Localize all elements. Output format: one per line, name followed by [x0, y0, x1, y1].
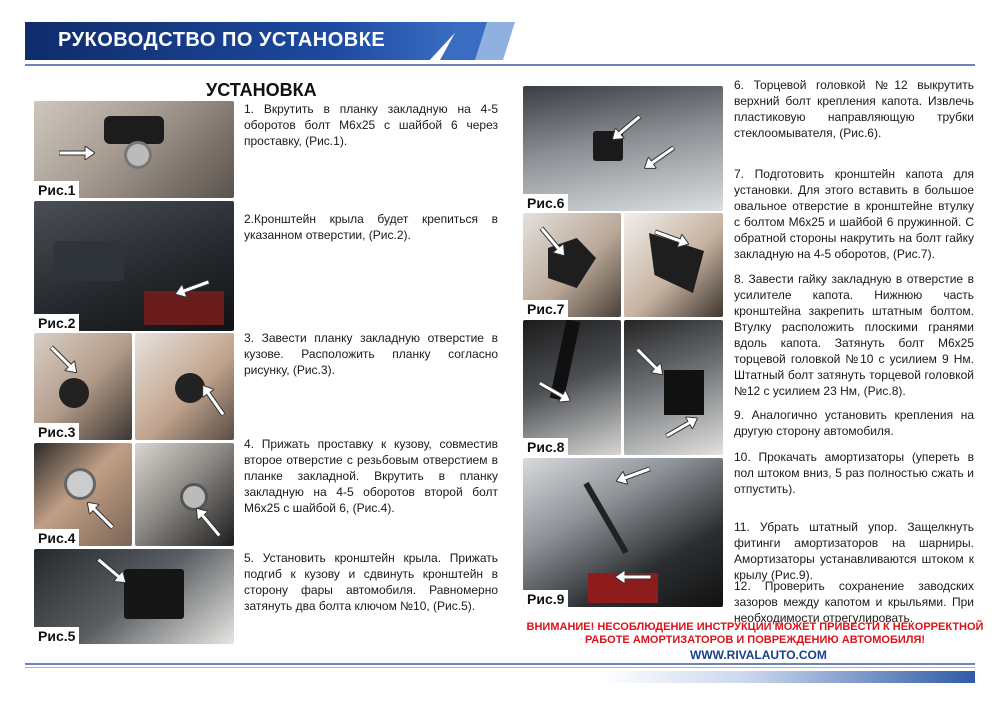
photo-fig4a — [34, 443, 132, 546]
figure-label: Рис.9 — [523, 590, 568, 607]
step-10: 10. Прокачать амортизаторы (упереть в пол штоком вниз, 5 раз полностью сжать и отпустить). — [734, 450, 974, 496]
page-title: РУКОВОДСТВО ПО УСТАНОВКЕ — [58, 29, 386, 51]
photo-fig3b — [135, 333, 234, 440]
photo-fig1 — [34, 101, 234, 198]
photo-fig2 — [34, 201, 234, 331]
warning-line-2: РАБОТЕ АМОРТИЗАТОРОВ И ПОВРЕЖДЕНИЮ АВТОМОБИЛЯ! — [584, 634, 926, 646]
footer-accent-band — [600, 671, 975, 683]
step-12: 12. Проверить сохранение заводских зазоров между капотом и крыльями. При необходимости отрегулировать. — [734, 579, 974, 625]
figure-label: Рис.7 — [523, 300, 568, 317]
warning-line-1: ВНИМАНИЕ! НЕСОБЛЮДЕНИЕ ИНСТРУКЦИИ МОЖЕТ ПРИВЕСТИ К НЕКОРРЕКТНОЙ — [526, 621, 984, 633]
step-4: 4. Прижать проставку к кузову, совместив второе отверстие с резьбовым отверстием в планке закладной. Вкрутить в планку закладную на 4-5 оборотов второй болт М6х25 с шайбой 6, (Рис.4). — [244, 437, 498, 515]
photo-fig5 — [34, 549, 234, 644]
step-5: 5. Установить кронштейн крыла. Прижать подгиб к кузову и сдвинуть кронштейн в сторону фары автомобиля. Равномерно затянуть два болта ключом №10, (Рис.5). — [244, 551, 498, 613]
step-11: 11. Убрать штатный упор. Защелкнуть фитинги амортизаторов на шарниры. Амортизаторы устанавливаются штоком к крылу (Рис.9). — [734, 520, 974, 582]
photo-fig3a — [34, 333, 132, 440]
arrow-icon — [615, 570, 651, 584]
photo-fig7b — [624, 213, 723, 317]
footer-divider — [25, 667, 975, 668]
step-3: 3. Завести планку закладную отверстие в кузове. Расположить планку согласно рисунку, (Рис.3). — [244, 331, 498, 377]
arrow-icon — [82, 497, 117, 532]
arrow-icon — [59, 146, 95, 160]
step-6: 6. Торцевой головкой №12 выкрутить верхний болт крепления капота. Извлечь пластиковую направляющую трубки стеклоомывателя, (Рис.6). — [734, 78, 974, 140]
arrow-icon — [46, 342, 81, 377]
figure-label: Рис.3 — [34, 423, 79, 440]
step-1: 1. Вкрутить в планку закладную на 4-5 оборотов болт М6х25 с шайбой 6 через проставку, (Рис.1). — [244, 102, 498, 148]
arrow-icon — [608, 111, 645, 145]
figure-label: Рис.6 — [523, 194, 568, 211]
step-9: 9. Аналогично установить крепления на другую сторону автомобиля. — [734, 408, 974, 438]
section-title: УСТАНОВКА — [206, 80, 317, 100]
figure-label: Рис.1 — [34, 181, 79, 198]
photo-fig9 — [523, 458, 723, 607]
figure-label: Рис.5 — [34, 627, 79, 644]
arrow-icon — [614, 462, 653, 487]
photo-fig8a — [523, 320, 621, 455]
figure-label: Рис.4 — [34, 529, 79, 546]
arrow-icon — [640, 142, 678, 174]
arrow-icon — [663, 412, 701, 442]
photo-fig7a — [523, 213, 621, 317]
photo-fig6 — [523, 86, 723, 211]
arrow-icon — [632, 344, 667, 379]
warning-notice — [520, 621, 990, 647]
step-7: 7. Подготовить кронштейн капота для установки. Для этого вставить в большое овальное отверстие в кронштейне втулку с болтом М6х25 и шайбой 6 пружинной. С обратной стороны накрутить на болт гайку закладную на 4-5 оборотов, (Рис.7). — [734, 167, 974, 261]
footer-website-link[interactable]: WWW.RIVALAUTO.COM — [690, 648, 827, 662]
figure-label: Рис.8 — [523, 438, 568, 455]
header-divider — [25, 64, 975, 66]
figure-label: Рис.2 — [34, 314, 79, 331]
footer-divider — [25, 663, 975, 665]
step-8: 8. Завести гайку закладную в отверстие в усилителе капота. Нижнюю часть кронштейна закрепить штатным болтом. Втулку расположить плоскими гранями вдоль капота. Затянуть болт М6х25 торцевой головкой №10 с усилием 9 Нм. Штатный болт затянуть торцевой головкой №12 с усилием 23 Нм, (Рис.8). — [734, 272, 974, 398]
arrow-icon — [191, 504, 225, 541]
step-2: 2.Кронштейн крыла будет крепиться в указанном отверстии, (Рис.2). — [244, 212, 498, 242]
photo-fig4b — [135, 443, 234, 546]
arrow-icon — [197, 381, 229, 419]
photo-fig8b — [624, 320, 723, 455]
